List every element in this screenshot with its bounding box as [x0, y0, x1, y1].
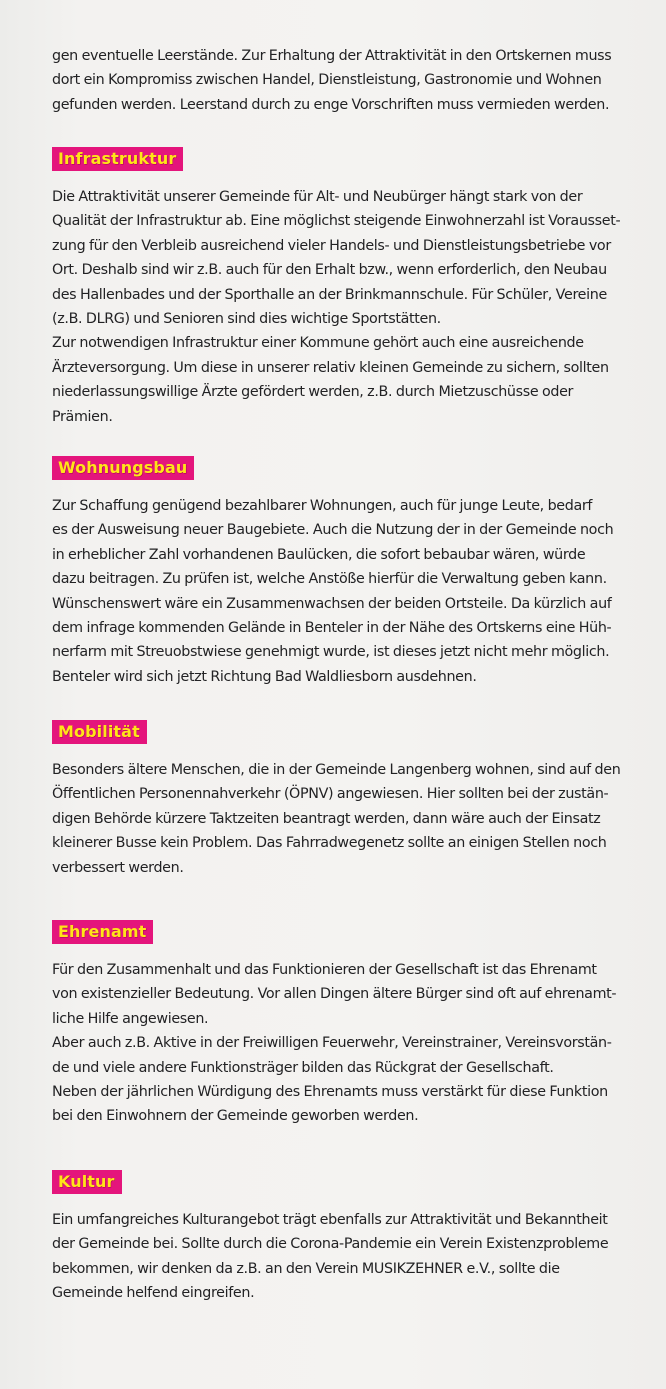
- text-line: Aber auch z.B. Aktive in der Freiwilligen Feuerwehr, Vereinstrainer, Vereinsvorstän-: [52, 1035, 612, 1052]
- text-line: gefunden werden. Leerstand durch zu enge Vorschriften muss vermieden werden.: [52, 96, 610, 113]
- text-line: Prämien.: [52, 408, 113, 425]
- section-heading: Mobilität: [52, 720, 147, 744]
- text-line: es der Ausweisung neuer Baugebiete. Auch die Nutzung der in der Gemeinde noch: [52, 522, 614, 539]
- text-line: Die Attraktivität unserer Gemeinde für Alt- und Neubürger hängt stark von der: [52, 189, 583, 205]
- section-infrastruktur: [52, 147, 644, 429]
- text-line: Ort. Deshalb sind wir z.B. auch für den Erhalt bzw., wenn erforderlich, den Neubau: [52, 262, 607, 279]
- section-paragraph: [52, 185, 644, 429]
- text-line: liche Hilfe angewiesen.: [52, 1010, 209, 1027]
- text-line: nerfarm mit Streuobstwiese genehmigt wurde, ist dieses jetzt nicht mehr möglich.: [52, 644, 610, 661]
- section-paragraph: [52, 1208, 644, 1306]
- text-line: Zur Schaffung genügend bezahlbarer Wohnungen, auch für junge Leute, bedarf: [52, 498, 593, 514]
- text-line: in erheblicher Zahl vorhandenen Baulücken, die sofort bebaubar wären, würde: [52, 546, 586, 563]
- section-paragraph: [52, 494, 644, 689]
- section-heading: Kultur: [52, 1170, 122, 1194]
- text-line: Zur notwendigen Infrastruktur einer Kommune gehört auch eine ausreichende: [52, 335, 584, 352]
- section-wohnungsbau: [52, 456, 644, 689]
- section-kultur: [52, 1170, 644, 1306]
- text-line: bei den Einwohnern der Gemeinde geworben werden.: [52, 1108, 419, 1125]
- section-mobilitaet: [52, 720, 644, 880]
- text-line: zung für den Verbleib ausreichend vieler Handels- und Dienstleistungsbetriebe vor: [52, 237, 611, 254]
- section-paragraph: [52, 958, 644, 1129]
- section-heading: Ehrenamt: [52, 920, 153, 944]
- text-line: von existenzieller Bedeutung. Vor allen Dingen ältere Bürger sind oft auf ehrenamt-: [52, 986, 617, 1003]
- text-line: Besonders ältere Menschen, die in der Gemeinde Langenberg wohnen, sind auf den: [52, 762, 621, 778]
- text-line: niederlassungswillige Ärzte gefördert werden, z.B. durch Mietzuschüsse oder: [52, 384, 574, 401]
- text-line: Gemeinde helfend eingreifen.: [52, 1285, 255, 1302]
- text-line: Ein umfangreiches Kulturangebot trägt ebenfalls zur Attraktivität und Bekanntheit: [52, 1212, 608, 1228]
- text-line: des Hallenbades und der Sporthalle an der Brinkmannschule. Für Schüler, Vereine: [52, 286, 607, 303]
- text-line: dem infrage kommenden Gelände in Benteler in der Nähe des Ortskerns eine Hüh-: [52, 620, 612, 637]
- section-heading: Wohnungsbau: [52, 456, 194, 480]
- text-line: de und viele andere Funktionsträger bilden das Rückgrat der Gesellschaft.: [52, 1059, 554, 1076]
- text-line: der Gemeinde bei. Sollte durch die Corona-Pandemie ein Verein Existenzprobleme: [52, 1236, 609, 1253]
- text-line: kleinerer Busse kein Problem. Das Fahrradwegenetz sollte an einigen Stellen noch: [52, 835, 607, 852]
- text-line: bekommen, wir denken da z.B. an den Verein MUSIKZEHNER e.V., sollte die: [52, 1260, 560, 1277]
- text-line: dort ein Kompromiss zwischen Handel, Dienstleistung, Gastronomie und Wohnen: [52, 72, 602, 89]
- text-line: verbessert werden.: [52, 859, 184, 876]
- text-line: digen Behörde kürzere Taktzeiten beantragt werden, dann wäre auch der Einsatz: [52, 810, 601, 827]
- text-line: Wünschenswert wäre ein Zusammenwachsen der beiden Ortsteile. Da kürzlich auf: [52, 595, 612, 612]
- text-line: Neben der jährlichen Würdigung des Ehrenamts muss verstärkt für diese Funktion: [52, 1084, 608, 1101]
- section-heading: Infrastruktur: [52, 147, 183, 171]
- section-paragraph: [52, 758, 644, 880]
- text-line: Öffentlichen Personennahverkehr (ÖPNV) angewiesen. Hier sollten bei der zustän-: [52, 786, 609, 803]
- text-line: dazu beitragen. Zu prüfen ist, welche Anstöße hierfür die Verwaltung geben kann.: [52, 571, 607, 588]
- text-line: Ärzteversorgung. Um diese in unserer relativ kleinen Gemeinde zu sichern, sollten: [52, 359, 609, 376]
- text-line: Benteler wird sich jetzt Richtung Bad Waldliesborn ausdehnen.: [52, 668, 477, 685]
- intro-paragraph: [52, 44, 644, 117]
- text-line: Qualität der Infrastruktur ab. Eine möglichst steigende Einwohnerzahl ist Vorausset-: [52, 213, 621, 230]
- section-ehrenamt: [52, 920, 644, 1129]
- document-body: [52, 44, 644, 1302]
- text-line: (z.B. DLRG) und Senioren sind dies wichtige Sportstätten.: [52, 311, 441, 328]
- text-line: gen eventuelle Leerstände. Zur Erhaltung der Attraktivität in den Ortskernen muss: [52, 48, 612, 64]
- text-line: Für den Zusammenhalt und das Funktionieren der Gesellschaft ist das Ehrenamt: [52, 962, 597, 978]
